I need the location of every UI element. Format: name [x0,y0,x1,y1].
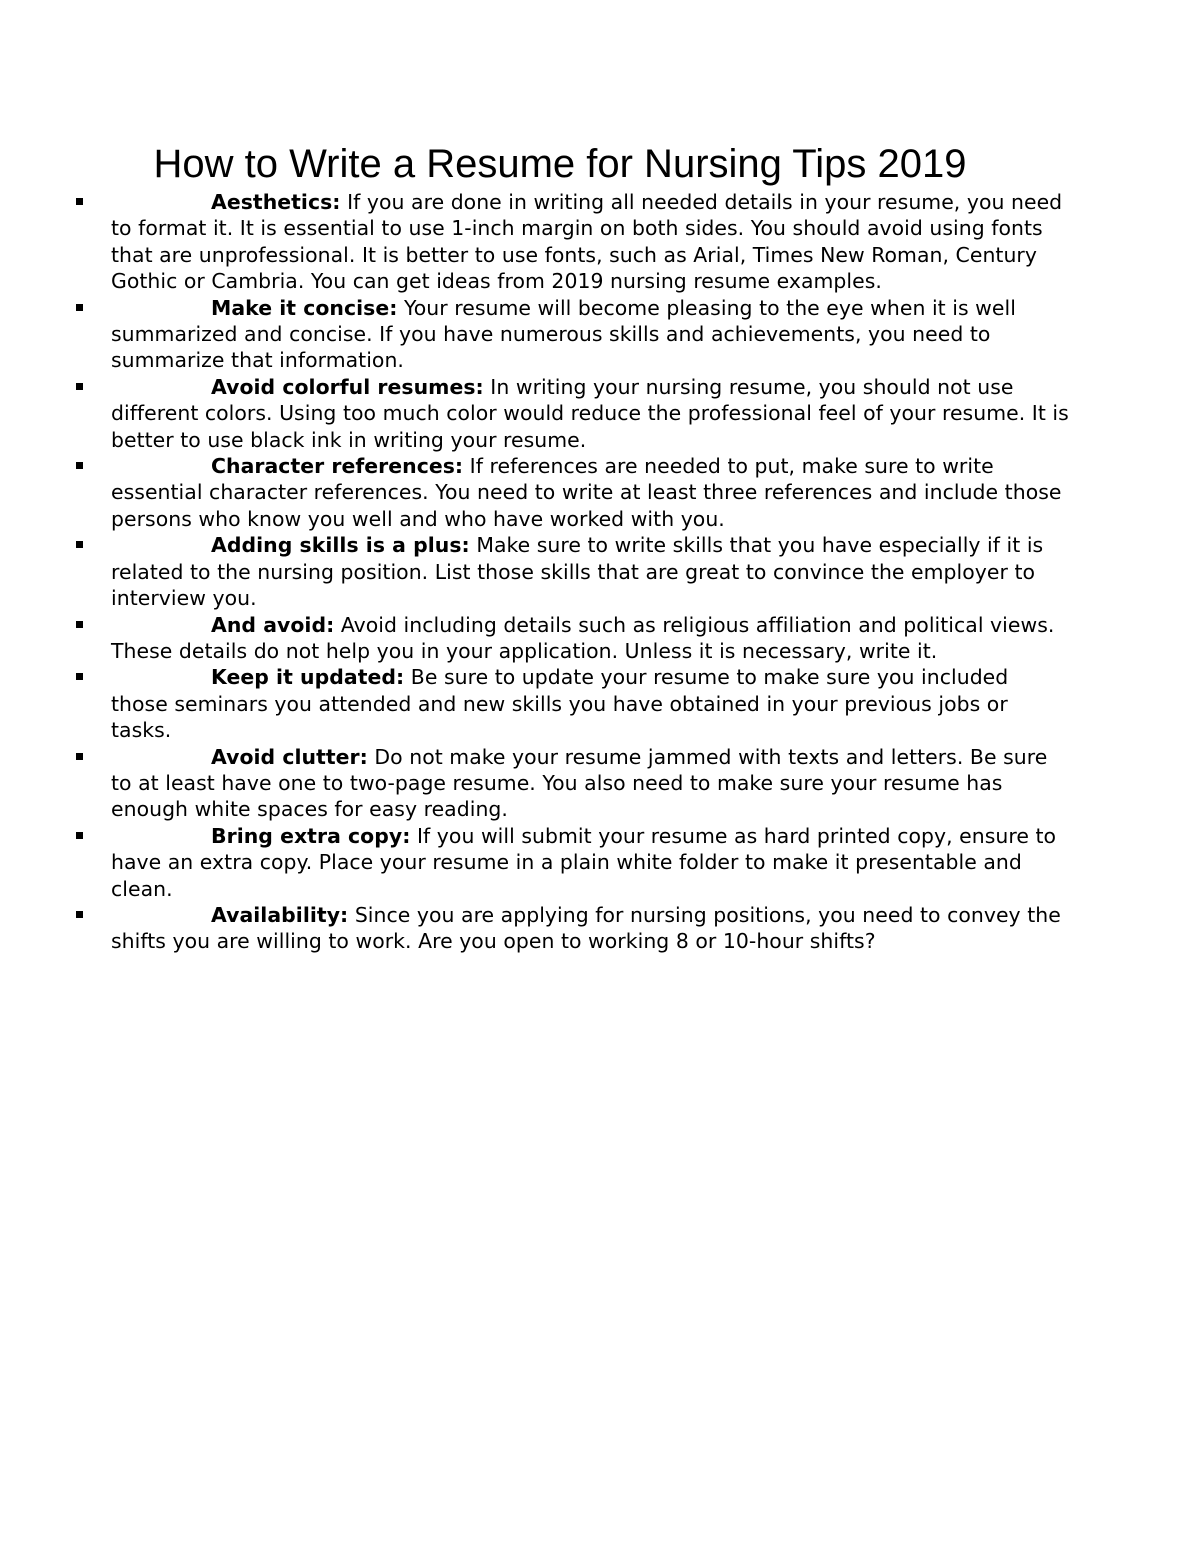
tip-text-block [111,453,1071,532]
list-item [0,664,1071,743]
list-item [0,902,1071,955]
tip-heading: Availability: [211,902,349,927]
tip-heading: Adding skills is a plus: [211,533,470,558]
tip-text: If you are done in writing all needed details in your resume, you need to format it. It is essential to use 1-inch margin on both sides. You should avoid using fonts that are unprofessional. It is better to use fonts, such as Arial, Times New Roman, Century Gothic or Cambria. You can get ideas from 2019 nursing resume examples. [111,190,1063,294]
square-bullet-icon [76,832,83,839]
tip-text: Be sure to update your resume to make sure you included those seminars you attended and new skills you have obtained in your previous jobs or tasks. [111,665,1009,743]
tip-text-block [111,189,1071,295]
tip-heading: Avoid colorful resumes: [211,374,484,399]
tip-heading: Make it concise: [211,295,398,320]
list-item [0,374,1071,453]
tip-heading: Character references: [211,454,464,479]
list-item [0,295,1071,374]
tip-text: Your resume will become pleasing to the eye when it is well summarized and concise. If you have numerous skills and achievements, you need to summarize that information. [111,295,1016,373]
tip-text-block [111,664,1071,743]
tip-text: In writing your nursing resume, you should not use different colors. Using too much color would reduce the professional feel of your resume. It is better to use black ink in writing your resume. [111,374,1069,452]
square-bullet-icon [76,621,83,628]
tip-text: Avoid including details such as religious affiliation and political views. These details do not help you in your application. Unless it is necessary, write it. [111,612,1055,663]
tip-heading: Bring extra copy: [211,823,411,848]
tip-heading: Keep it updated: [211,665,405,690]
tip-text: Do not make your resume jammed with texts and letters. Be sure to at least have one to two-page resume. You also need to make sure your resume has enough white spaces for easy reading. [111,744,1048,822]
list-item [0,189,1071,295]
list-item [0,612,1071,665]
square-bullet-icon [76,462,83,469]
tip-text-block [111,902,1071,955]
tip-text-block [111,374,1071,453]
tip-text: If you will submit your resume as hard printed copy, ensure to have an extra copy. Place your resume in a plain white folder to make it presentable and clean. [111,823,1057,901]
tip-text: Make sure to write skills that you have especially if it is related to the nursing position. List those skills that are great to convince the employer to interview you. [111,533,1044,611]
tip-text: Since you are applying for nursing positions, you need to convey the shifts you are willing to work. Are you open to working 8 or 10-hour shifts? [111,902,1061,954]
tip-text-block [111,744,1071,823]
square-bullet-icon [76,673,83,680]
tip-text-block [111,295,1071,374]
tip-text-block [111,823,1071,902]
tip-text-block [111,532,1071,611]
square-bullet-icon [76,541,83,548]
list-item [0,453,1071,532]
tip-text-block [111,612,1071,665]
tip-text: If references are needed to put, make sure to write essential character references. You need to write at least three references and include those persons who know you well and who have worked with you. [111,454,1062,531]
tip-heading: And avoid: [211,612,335,637]
tips-list [0,189,1200,955]
document-title: How to Write a Resume for Nursing Tips 2019 [153,142,967,186]
square-bullet-icon [76,753,83,760]
square-bullet-icon [76,304,83,311]
list-item [0,744,1071,823]
square-bullet-icon [76,198,83,205]
list-item [0,532,1071,611]
square-bullet-icon [76,911,83,918]
list-item [0,823,1071,902]
tip-heading: Aesthetics: [211,190,341,214]
square-bullet-icon [76,383,83,390]
tip-heading: Avoid clutter: [211,744,368,769]
